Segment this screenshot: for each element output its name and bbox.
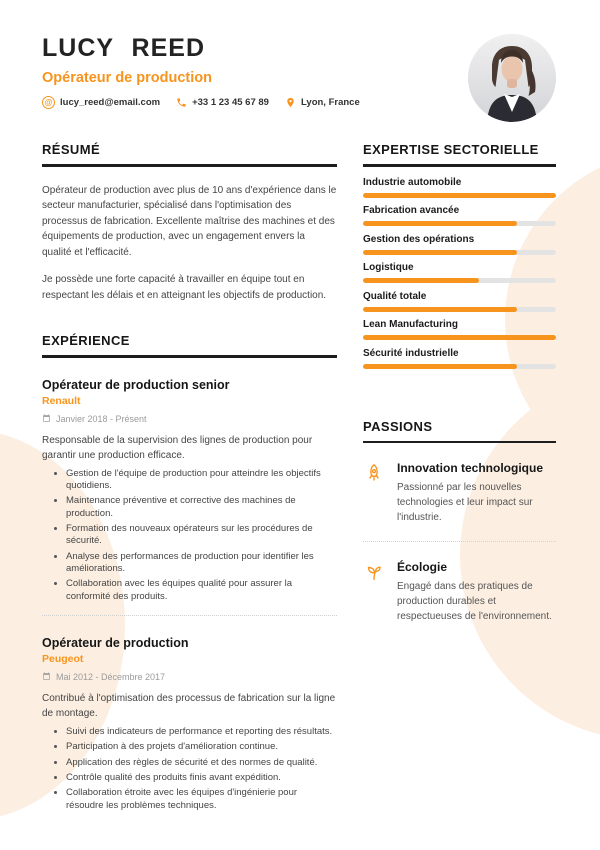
calendar-icon xyxy=(42,672,51,681)
passion-title: Écologie xyxy=(397,560,448,574)
heading-rule xyxy=(363,164,556,167)
job-summary: Responsable de la supervision des lignes de production pour garantir une production efficace. xyxy=(42,434,313,461)
job-entry xyxy=(42,636,337,812)
skill-bar-track xyxy=(363,307,556,312)
contact-location xyxy=(285,97,360,108)
skills-list xyxy=(363,177,556,369)
summary-paragraph: Opérateur de production avec plus de 10 ans d'expérience dans le secteur manufacturier, spécialisé dans l'optimisation des processus de fabrication. Excellente maîtrise des machines et des équipements de production, avec un engagement envers la qualité et l'efficacité. xyxy=(42,184,337,258)
experience-heading: EXPÉRIENCE xyxy=(42,333,130,348)
heading-rule xyxy=(42,164,337,167)
job-bullet: • Suivi des indicateurs de performance et reporting des résultats. xyxy=(66,726,337,738)
job-dates xyxy=(42,672,337,682)
location-pin-icon xyxy=(285,97,296,108)
skill-label: Fabrication avancée xyxy=(363,205,460,216)
skill-bar-fill xyxy=(363,364,517,369)
passion-title: Innovation technologique xyxy=(397,461,543,475)
skill-bar-track xyxy=(363,193,556,198)
skill-bar-fill xyxy=(363,278,479,283)
passion-description: Engagé dans des pratiques de production durables et respectueuses de l'environnement. xyxy=(397,581,552,622)
contact-email-text: lucy_reed@email.com xyxy=(60,97,161,108)
passion-text xyxy=(397,560,556,624)
expertise-section xyxy=(363,142,556,369)
summary-section xyxy=(42,142,337,303)
job-bullet: • Analyse des performances de production pour identifier les améliorations. xyxy=(66,551,337,576)
contact-location-text: Lyon, France xyxy=(300,97,360,108)
person-name: LUCY REED xyxy=(42,34,206,62)
skill-label: Industrie automobile xyxy=(363,176,462,188)
job-dates-text: Mai 2012 - Décembre 2017 xyxy=(56,671,166,682)
skill-bar-fill xyxy=(363,193,556,198)
header xyxy=(42,36,556,122)
contact-phone-text: +33 1 23 45 67 89 xyxy=(192,97,269,108)
skill-bar-fill xyxy=(363,335,556,340)
job-entry xyxy=(42,378,337,603)
skill-item xyxy=(363,348,556,369)
job-dates-text: Janvier 2018 - Présent xyxy=(56,413,147,424)
job-bullet: • Maintenance préventive et corrective des machines de production. xyxy=(66,495,337,520)
job-bullet: • Formation des nouveaux opérateurs sur les procédures de sécurité. xyxy=(66,523,337,548)
passions-heading: PASSIONS xyxy=(363,418,433,434)
summary-heading: RÉSUMÉ xyxy=(42,142,101,157)
skill-item xyxy=(363,262,556,283)
skill-item xyxy=(363,234,556,255)
job-company: Renault xyxy=(42,394,81,407)
job-bullets xyxy=(42,468,337,603)
skill-label: Qualité totale xyxy=(363,290,427,302)
skill-bar-track xyxy=(363,250,556,255)
skill-bar-fill xyxy=(363,250,517,255)
skill-item xyxy=(363,291,556,312)
job-bullet: • Application des règles de sécurité et des normes de qualité. xyxy=(66,757,337,769)
job-summary: Contribué à l'optimisation des processus de fabrication sur la ligne de montage. xyxy=(42,692,336,719)
passion-item xyxy=(363,560,556,624)
passion-text xyxy=(397,461,556,525)
contact-email xyxy=(42,96,160,109)
job-bullet: • Contrôle qualité des produits finis avant expédition. xyxy=(66,772,337,784)
skill-bar-track xyxy=(363,221,556,226)
passions-section xyxy=(363,419,556,625)
skill-label: Logistique xyxy=(363,262,414,273)
skill-label: Sécurité industrielle xyxy=(363,347,459,359)
skill-bar-track xyxy=(363,278,556,283)
contact-row xyxy=(42,96,360,109)
heading-rule xyxy=(363,441,556,444)
at-icon: @ xyxy=(42,96,55,109)
job-dates xyxy=(42,414,337,424)
calendar-icon xyxy=(42,414,51,423)
summary-paragraphs xyxy=(42,183,337,304)
header-text xyxy=(42,36,360,109)
job-bullet: • Collaboration avec les équipes qualité pour assurer la conformité des produits. xyxy=(66,578,337,603)
passion-description: Passionné par les nouvelles technologies et leur impact sur l'industrie. xyxy=(397,482,533,523)
person-job-title: Opérateur de production xyxy=(42,70,212,86)
heading-rule xyxy=(42,355,337,358)
skill-bar-fill xyxy=(363,221,517,226)
passion-item xyxy=(363,461,556,525)
job-title: Opérateur de production senior xyxy=(42,377,230,392)
summary-paragraph: Je possède une forte capacité à travailler en équipe tout en respectant les délais et en atteignant les objectifs de production. xyxy=(42,274,327,301)
job-company: Peugeot xyxy=(42,652,84,665)
rocket-icon xyxy=(363,462,385,489)
right-column xyxy=(363,142,556,815)
skill-bar-track xyxy=(363,364,556,369)
skill-bar-track xyxy=(363,335,556,340)
dotted-divider xyxy=(42,615,337,616)
skill-item xyxy=(363,177,556,198)
job-bullet: • Participation à des projets d'amélioration continue. xyxy=(66,741,337,753)
skill-label: Lean Manufacturing xyxy=(363,319,459,330)
job-title: Opérateur de production xyxy=(42,635,189,650)
job-bullet: • Collaboration étroite avec les équipes d'ingénierie pour résoudre les problèmes techniques. xyxy=(66,787,337,812)
contact-phone xyxy=(176,97,269,108)
job-bullets xyxy=(42,726,337,812)
experience-section xyxy=(42,333,337,812)
left-column xyxy=(42,142,337,815)
dotted-divider xyxy=(363,541,556,542)
skill-item xyxy=(363,319,556,340)
skill-bar-fill xyxy=(363,307,517,312)
skill-label: Gestion des opérations xyxy=(363,233,475,245)
phone-icon xyxy=(176,97,187,108)
sprout-icon xyxy=(363,561,385,588)
skill-item xyxy=(363,205,556,226)
job-bullet: • Gestion de l'équipe de production pour atteindre les objectifs quotidiens. xyxy=(66,468,337,493)
expertise-heading: EXPERTISE SECTORIELLE xyxy=(363,142,539,157)
profile-photo xyxy=(468,34,556,122)
